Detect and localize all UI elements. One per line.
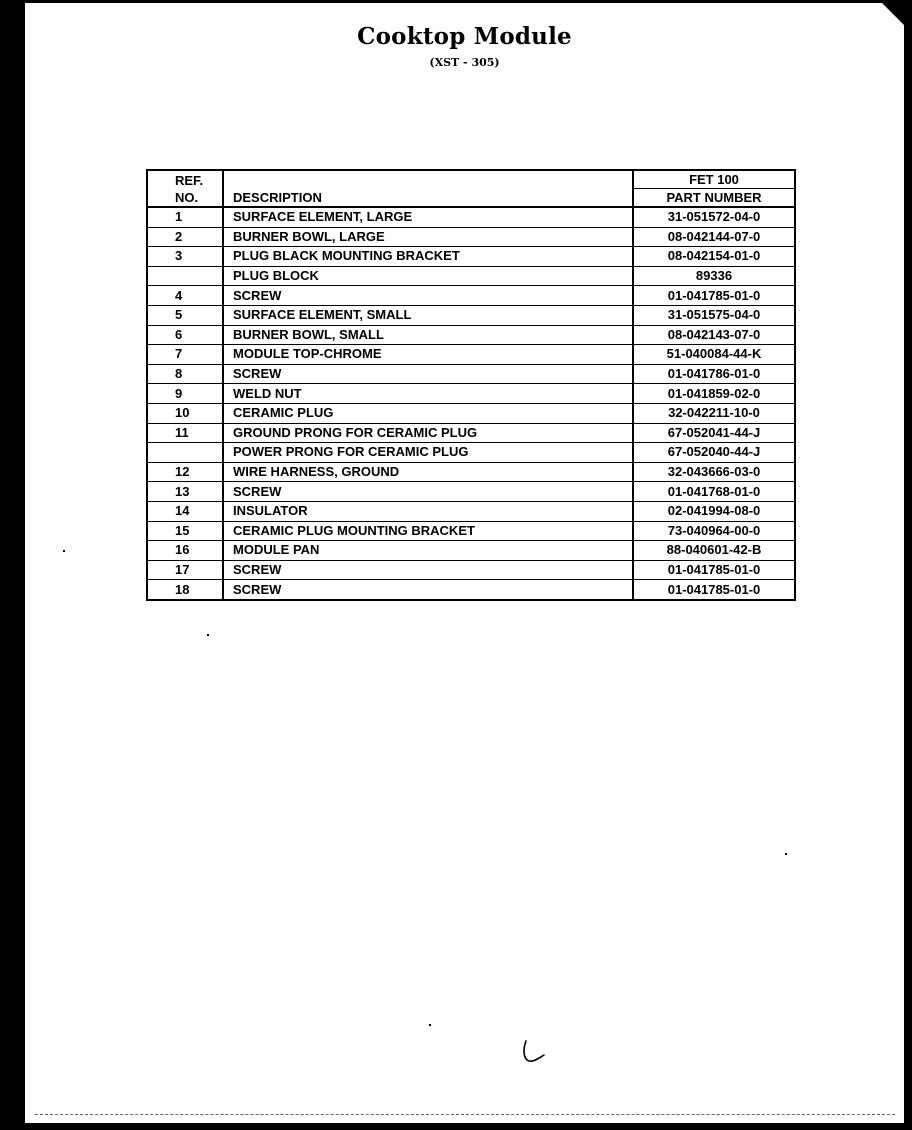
table-row — [147, 345, 795, 365]
cell-description: SCREW — [223, 560, 633, 580]
page-title: Cooktop Module — [357, 23, 572, 50]
cell-part-number: 32-042211-10-0 — [633, 403, 795, 423]
cell-ref-no: 5 — [147, 305, 223, 325]
cell-part-number: 08-042143-07-0 — [633, 325, 795, 345]
table-row — [147, 207, 795, 227]
document-page — [25, 3, 904, 1123]
table-row — [147, 423, 795, 443]
cell-ref-no: 1 — [147, 207, 223, 227]
cell-part-number: 01-041768-01-0 — [633, 482, 795, 502]
cell-ref-no: 4 — [147, 286, 223, 306]
cell-part-number: 31-051575-04-0 — [633, 305, 795, 325]
table-row — [147, 462, 795, 482]
cell-ref-no: 13 — [147, 482, 223, 502]
table-row — [147, 482, 795, 502]
table-row — [147, 403, 795, 423]
cell-ref-no: 8 — [147, 364, 223, 384]
cell-description: SURFACE ELEMENT, SMALL — [223, 305, 633, 325]
page-subtitle: (XST - 305) — [429, 56, 500, 69]
cell-part-number: 01-041859-02-0 — [633, 384, 795, 404]
cell-part-number: 02-041994-08-0 — [633, 501, 795, 521]
cell-description: PLUG BLACK MOUNTING BRACKET — [223, 247, 633, 267]
cell-description: POWER PRONG FOR CERAMIC PLUG — [223, 443, 633, 463]
cell-part-number: 08-042154-01-0 — [633, 247, 795, 267]
table-row — [147, 227, 795, 247]
cell-ref-no: 3 — [147, 247, 223, 267]
cell-description: MODULE PAN — [223, 541, 633, 561]
cell-description: SCREW — [223, 482, 633, 502]
parts-table — [146, 169, 796, 601]
table-row — [147, 325, 795, 345]
cell-description: BURNER BOWL, SMALL — [223, 325, 633, 345]
cell-part-number: 31-051572-04-0 — [633, 207, 795, 227]
cell-ref-no: 11 — [147, 423, 223, 443]
table-row — [147, 364, 795, 384]
cell-description: CERAMIC PLUG — [223, 403, 633, 423]
handwritten-mark — [520, 1035, 560, 1071]
cell-description: WELD NUT — [223, 384, 633, 404]
cell-description: GROUND PRONG FOR CERAMIC PLUG — [223, 423, 633, 443]
cell-part-number: 73-040964-00-0 — [633, 521, 795, 541]
cell-description: CERAMIC PLUG MOUNTING BRACKET — [223, 521, 633, 541]
cell-ref-no: 2 — [147, 227, 223, 247]
cell-ref-no: 6 — [147, 325, 223, 345]
cell-ref-no: 12 — [147, 462, 223, 482]
cell-ref-no: 14 — [147, 501, 223, 521]
table-row — [147, 443, 795, 463]
cell-description: PLUG BLOCK — [223, 266, 633, 286]
header-description — [223, 170, 633, 207]
cell-part-number: 88-040601-42-B — [633, 541, 795, 561]
cell-ref-no: 16 — [147, 541, 223, 561]
scan-edge-marks — [35, 1114, 895, 1117]
parts-table-body — [147, 207, 795, 600]
cell-part-number: 67-052041-44-J — [633, 423, 795, 443]
cell-description: SCREW — [223, 364, 633, 384]
cell-part-number: 51-040084-44-K — [633, 345, 795, 365]
cell-description: SCREW — [223, 286, 633, 306]
cell-ref-no: 18 — [147, 580, 223, 600]
cell-part-number: 32-043666-03-0 — [633, 462, 795, 482]
header-description-label: DESCRIPTION — [233, 190, 322, 205]
header-ref-no — [147, 170, 223, 207]
cell-part-number: 01-041785-01-0 — [633, 580, 795, 600]
speck — [63, 550, 65, 552]
header-ref-line2: NO. — [175, 189, 199, 205]
cell-part-number: 67-052040-44-J — [633, 443, 795, 463]
cell-description: SCREW — [223, 580, 633, 600]
cell-ref-no: 7 — [147, 345, 223, 365]
cell-description: INSULATOR — [223, 501, 633, 521]
table-header-row — [147, 170, 795, 207]
header-part-number — [633, 170, 795, 207]
cell-part-number: 01-041785-01-0 — [633, 286, 795, 306]
table-row — [147, 305, 795, 325]
speck — [429, 1024, 431, 1026]
cell-ref-no: 10 — [147, 403, 223, 423]
cell-ref-no: 9 — [147, 384, 223, 404]
cell-description: WIRE HARNESS, GROUND — [223, 462, 633, 482]
cell-description: MODULE TOP-CHROME — [223, 345, 633, 365]
table-row — [147, 286, 795, 306]
cell-ref-no — [147, 443, 223, 463]
table-row — [147, 560, 795, 580]
header-ref-line1: REF. — [175, 172, 204, 188]
cell-part-number: 08-042144-07-0 — [633, 227, 795, 247]
speck — [207, 634, 209, 636]
cell-description: SURFACE ELEMENT, LARGE — [223, 207, 633, 227]
cell-ref-no: 17 — [147, 560, 223, 580]
header-part-number-label: PART NUMBER — [666, 189, 762, 205]
table-row — [147, 266, 795, 286]
speck — [785, 853, 787, 855]
folded-corner — [882, 3, 904, 25]
header-model: FET 100 — [634, 172, 794, 189]
table-row — [147, 501, 795, 521]
cell-part-number: 01-041785-01-0 — [633, 560, 795, 580]
cell-ref-no — [147, 266, 223, 286]
table-row — [147, 580, 795, 600]
cell-description: BURNER BOWL, LARGE — [223, 227, 633, 247]
cell-part-number: 01-041786-01-0 — [633, 364, 795, 384]
table-row — [147, 247, 795, 267]
cell-ref-no: 15 — [147, 521, 223, 541]
table-row — [147, 541, 795, 561]
cell-part-number: 89336 — [633, 266, 795, 286]
table-row — [147, 521, 795, 541]
table-row — [147, 384, 795, 404]
